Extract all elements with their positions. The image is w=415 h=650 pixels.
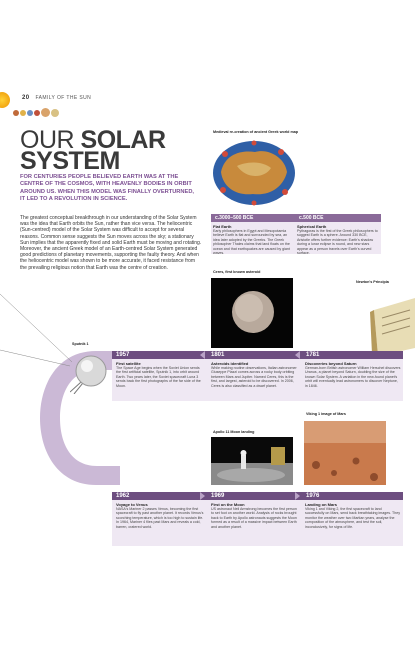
text-voyage-venus: NASA's Mariner 2 passes Venus, becoming the first spacecraft to fly past another planet. It records Venus's scorching temperature, which is too high to sustain life. In 1964, Mariner 4 flies past Mars and reveals a cold, barren, cratered world. bbox=[116, 507, 204, 529]
planet-dots-icon bbox=[13, 108, 59, 117]
page-number: 20 bbox=[22, 95, 30, 101]
caption-greek-map: Medieval re-creation of ancient Greek world map bbox=[213, 130, 299, 134]
title-first-satellite: First satellite bbox=[116, 361, 141, 366]
text-asteroids: While making routine observations, Italian astronomer Giuseppe Piazzi comes across a rocky body orbiting between Mars and Jupiter. Named Ceres, this is the first, and largest, asteroid to be discovered. In 2006, Ceres is also classified as a dwarf planet. bbox=[211, 366, 297, 388]
caption-viking: Viking 1 image of Mars bbox=[306, 412, 346, 416]
date-1976: 1976 bbox=[306, 493, 320, 499]
ceres-asteroid-image bbox=[211, 278, 293, 348]
viking-mars-surface-image bbox=[304, 421, 386, 485]
date-spherical-earth: c.500 BCE bbox=[299, 215, 324, 221]
book-page bbox=[0, 84, 415, 564]
caption-principia: Newton's Principia bbox=[356, 280, 389, 284]
caption-sputnik: Sputnik 1 bbox=[72, 342, 89, 346]
date-1957: 1957 bbox=[116, 352, 130, 358]
arrow-left-icon bbox=[295, 351, 300, 359]
text-first-moon: US astronaut Neil Armstrong becomes the first person to set foot on another world. Analysis of rocks brought back to Earth by Apollo astronauts suggests the Moon formed as a result of a massive impact between Earth and another planet. bbox=[211, 507, 297, 529]
principia-book-image bbox=[370, 296, 415, 358]
date-flat-earth: c.3000–500 BCE bbox=[215, 215, 254, 221]
text-beyond-saturn: German-born British astronomer William Herschel discovers Uranus, a planet beyond Saturn, doubling the size of the known Solar System. A variation in the new-found planet's orbit will eventually lead astronomers to discover Neptune, in 1846. bbox=[305, 366, 401, 388]
date-1781: 1781 bbox=[306, 352, 320, 358]
page-header bbox=[22, 95, 91, 101]
greek-world-map-image bbox=[211, 138, 297, 208]
title-flat-earth: Flat Earth bbox=[213, 224, 232, 229]
text-landing-mars: Viking 1 and Viking 2, the first spacecraft to land successfully on Mars, send back breathtaking images. They monitor the weather over two Martian years, analyse the composition of the atmosphere, and test the soil, inconclusively, for signs of life. bbox=[305, 507, 401, 529]
caption-ceres: Ceres, first known asteroid bbox=[213, 270, 261, 274]
arrow-left-icon bbox=[200, 351, 205, 359]
apollo-moon-landing-image bbox=[211, 437, 293, 485]
text-flat-earth: Early philosophers in Egypt and Mesopotamia believe Earth is flat and surrounded by sea, an idea later adopted by the Greeks. The Greek philosopher Thales claims that land floats on the ocean and that earthquakes are caused by giant waves. bbox=[213, 229, 290, 256]
date-1962: 1962 bbox=[116, 493, 130, 499]
timeline-bar-space bbox=[112, 492, 403, 500]
date-1801: 1801 bbox=[211, 352, 225, 358]
title-beyond-saturn: Discoveries beyond Saturn bbox=[305, 361, 357, 366]
date-1969: 1969 bbox=[211, 493, 225, 499]
intro-text: FOR CENTURIES PEOPLE BELIEVED EARTH WAS AT THE CENTRE OF THE COSMOS, WITH HEAVENLY BODIES IN ORBIT AROUND US. WHEN THIS MODEL WAS FINALLY OVERTURNED, IT LED TO A REVOLUTION IN SCIENCE. bbox=[20, 174, 195, 203]
timeline-bar-ancient bbox=[211, 214, 381, 222]
timeline-bar-modern bbox=[112, 351, 403, 359]
title-voyage-venus: Voyage to Venus bbox=[116, 502, 148, 507]
text-first-satellite: The Space Age begins when the Soviet Union sends the first artificial satellite, Sputnik 1, into orbit around Earth. Two years later, the Soviet spacecraft Luna 3 sends back the first photographs of the far side of the Moon. bbox=[116, 366, 201, 388]
pointer-lines bbox=[0, 284, 80, 404]
text-spherical-earth: Pythagoras is the first of the Greek philosophers to suggest Earth is a sphere. Around 330 BCE, Aristotle offers further evidence: Earth's shadow during a lunar eclipse is round, and new stars appear as a person travels over Earth's curved surface. bbox=[297, 229, 378, 256]
title-landing-mars: Landing on Mars bbox=[305, 502, 337, 507]
caption-apollo: Apollo 11 Moon landing bbox=[213, 430, 255, 434]
sun-icon bbox=[0, 92, 10, 108]
section-title: FAMILY OF THE SUN bbox=[35, 95, 92, 101]
body-text: The greatest conceptual breakthrough in our understanding of the Solar System was the idea that Earth orbits the Sun, rather than vice versa. The heliocentric (Sun-centred) model of the Solar System was difficult to accept for several reasons. Common sense suggests the Sun moves across the sky; a stationary Sun implies that the apparently fixed and solid Earth must be moving and rotating. Moreover, the ancient Greek model of an Earth-centred Solar System generated good predictions of planetary movements, supporting the faulty theory. And when the heliocentric model was shown to be more accurate, it faced resistance from the prevailing religious notion that Earth was the centre of creation. bbox=[20, 215, 202, 271]
title-spherical-earth: Spherical Earth bbox=[297, 224, 327, 229]
title-first-moon: First on the Moon bbox=[211, 502, 245, 507]
arrow-right-icon bbox=[295, 492, 300, 500]
title-asteroids: Asteroids identified bbox=[211, 361, 249, 366]
page-title: OUR SOLAR SYSTEM bbox=[20, 126, 166, 175]
arrow-right-icon bbox=[200, 492, 205, 500]
